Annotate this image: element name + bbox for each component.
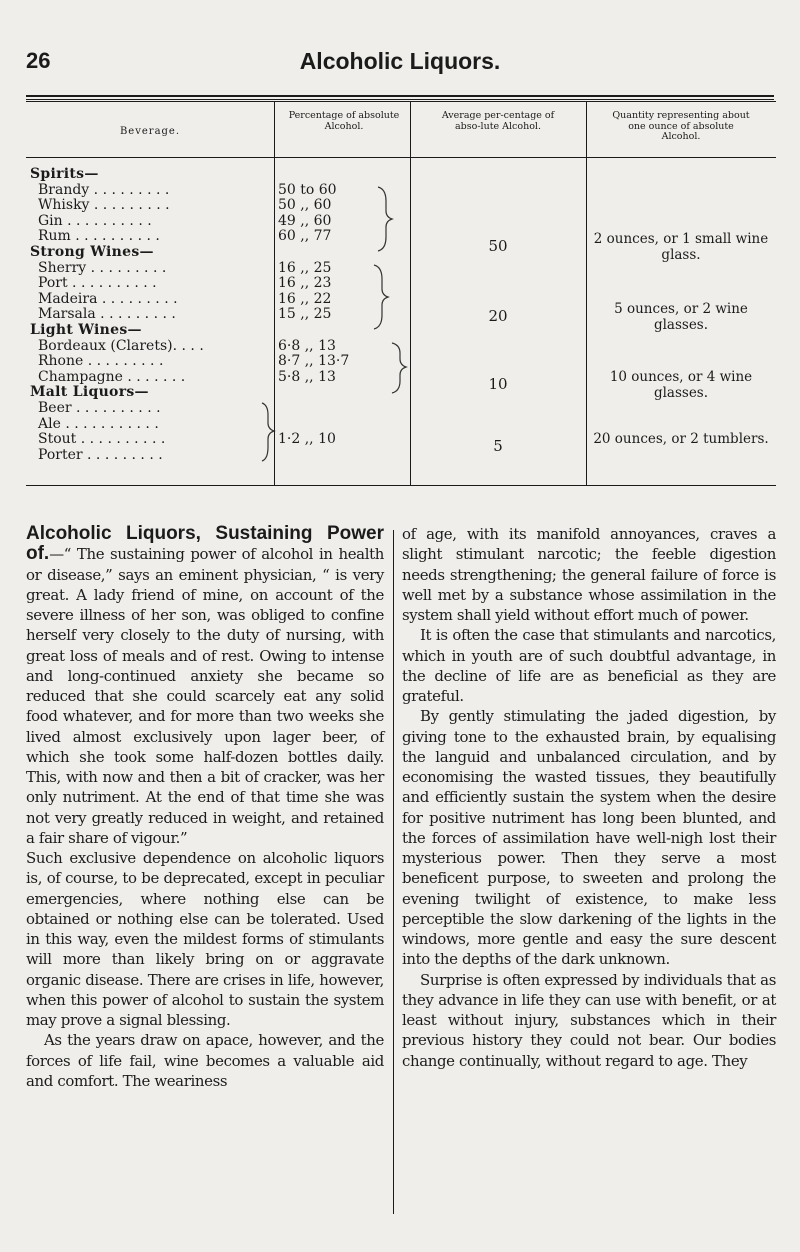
beverage-name: Stout . . . . . . . . . . [38,431,166,448]
column-header-beverage: Beverage. [119,126,181,137]
brace-icon [378,187,392,251]
paragraph: As the years draw on apace, however, and the forces of life fail, wine becomes a valuable aid and comfort. The weariness [26,1031,384,1090]
quantity-text: 10 ounces, or 4 wine glasses. [609,369,753,401]
beverage-name: Marsala . . . . . . . . . [38,306,176,323]
quantity-text: 2 ounces, or 1 small wine glass. [593,231,769,263]
beverage-name: Brandy . . . . . . . . . [38,181,170,198]
group-heading: Light Wines— [30,321,142,338]
group-heading: Spirits— [30,166,99,182]
running-header [0,48,800,92]
beverage-name: Beer . . . . . . . . . . [38,399,161,416]
column-divider [393,530,394,1214]
beverage-name: Ale . . . . . . . . . . . [38,415,159,432]
page-number: 26 [26,48,51,73]
beverage-name: Rum . . . . . . . . . . [38,228,160,245]
beverage-name: Rhone . . . . . . . . . [38,353,164,370]
brace-icon [374,265,388,329]
percentage-range: 8·7 ,, 13·7 [278,353,350,370]
paragraph: Surprise is often expressed by individuals that as they advance in life they can use with benefit, or at least without injury, substances which in their previous history they could not bear. Our bodies change continually, without regard to age. They [402,970,776,1070]
percentage-range: 16 ,, 22 [278,290,332,307]
percentage-range: 5·8 ,, 13 [278,368,336,385]
beverage-name: Porter . . . . . . . . . [38,446,163,463]
header-rule [26,95,774,97]
column-header-quantity: Quantity representing about one ounce of absolute Alcohol. [612,110,750,142]
header-rule-thin [26,99,774,100]
beverage-name: Gin . . . . . . . . . . [38,212,152,229]
paragraph: of age, with its manifold annoyances, craves a slight stimulant narcotic; the feeble digestion needs strengthening; the general failure of force is well met by a substance whose assimilation in the system shall yield without effort much of power. [402,525,776,624]
brace-icon [392,343,406,393]
beverage-name: Champagne . . . . . . . [38,368,186,385]
percentage-range: 6·8 ,, 13 [278,337,336,354]
beverage-name: Port . . . . . . . . . . [38,275,157,292]
percentage-range: 50 to 60 [278,181,337,198]
beverage-name: Whisky . . . . . . . . . [38,197,170,214]
percentage-range: 16 ,, 23 [278,275,332,292]
page-title: Alcoholic Liquors. [299,48,501,74]
paragraph: By gently stimulating the jaded digestion, by giving tone to the exhausted brain, by equalising the languid and unbalanced circulation, and by economising the wasted tissues, they beautifully and efficiently sustain the system when the desire for positive nutriment has long been blunted, and the forces of assimilation have well-nigh lost their mysterious power. Then they serve a most beneficent purpose, to sweeten and prolong the evening twilight of existence, to make less perceptible the slow darkening of the lights in the windows, more gentle and easy the sure descent into the depths of the dark unknown. [402,707,776,969]
article-body [26,524,776,1224]
percentage-range: 16 ,, 25 [278,259,332,276]
beverage-name: Sherry . . . . . . . . . [38,259,167,276]
alcohol-table [26,101,776,486]
brace-icon [262,403,274,461]
average-value: 50 [488,237,508,255]
quantity-text: 20 ounces, or 2 tumblers. [593,431,769,447]
right-column [402,524,776,1071]
quantity-text: 5 ounces, or 2 wine glasses. [614,301,748,333]
average-value: 5 [493,437,503,455]
group-heading: Malt Liquors— [30,384,149,401]
beverage-name: Madeira . . . . . . . . . [38,290,178,307]
column-header-average: Average per-centage of abso-lute Alcohol. [441,110,555,132]
average-value: 20 [488,307,508,325]
percentage-range: 1·2 ,, 10 [278,431,336,448]
left-column [26,524,384,1091]
beverage-name: Bordeaux (Clarets). . . . [38,337,204,354]
group-heading: Strong Wines— [30,243,154,260]
section-heading: Alcoholic Liquors, Sustaining Power of. [26,523,384,565]
percentage-range: 60 ,, 77 [278,228,332,245]
paragraph: —“ The sustaining power of alcohol in health or disease,” says an eminent physician, “ is very great. A lady friend of mine, on account of the severe illness of her son, was obliged to confine herself very closely to the duty of nursing, with great loss of meals and of rest. Owing to intense and long-continued anxiety she became so reduced that she could scarcely eat any solid food whatever, and for more than two weeks she lived almost exclusively upon lager beer, of which she took some half-dozen bottles daily. This, with now and then a bit of cracker, was her only nutriment. At the end of that time she was not very greatly reduced in weight, and retained a fair share of vigour.” [26,545,384,847]
paragraph: It is often the case that stimulants and narcotics, which in youth are of such doubtful advantage, in the decline of life are as beneficial as they are grateful. [402,626,776,705]
percentage-range: 49 ,, 60 [278,212,332,229]
group-braces [26,101,776,486]
average-value: 10 [488,375,508,393]
percentage-range: 50 ,, 60 [278,197,332,214]
column-header-percentage: Percentage of absolute Alcohol. [288,110,400,132]
paragraph: Such exclusive dependence on alcoholic liquors is, of course, to be deprecated, except in peculiar emergencies, where nothing else can be obtained or nothing else can be tolerated. Used in this way, even the mildest forms of stimulants will more than likely bring on or aggravate organic disease. There are crises in life, however, when this power of alcohol to sustain the system may prove a signal blessing. [26,849,384,1029]
percentage-range: 15 ,, 25 [278,306,332,323]
